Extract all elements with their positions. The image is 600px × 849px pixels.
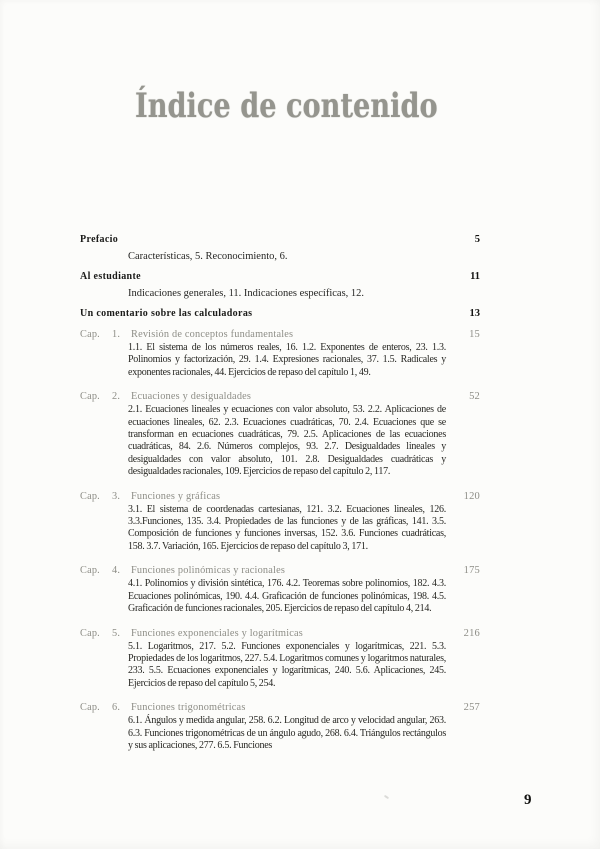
- toc-chapter-entry: [80, 489, 480, 554]
- toc-chapter-entry: [80, 626, 480, 691]
- toc-front-matter-entry: [80, 233, 480, 263]
- front-matter-heading-row: [80, 307, 480, 320]
- scan-speck: [384, 795, 389, 800]
- chapter-list: [80, 327, 480, 752]
- toc-chapter-entry: [80, 700, 480, 752]
- chapter-label: Cap.: [80, 627, 100, 639]
- page-number: 9: [524, 792, 532, 808]
- chapter-title: Funciones y gráficas: [131, 490, 221, 502]
- table-of-contents: [80, 233, 480, 762]
- toc-front-matter-entry: [80, 270, 480, 300]
- chapter-heading-row: [80, 563, 480, 578]
- chapter-number: 3.: [112, 490, 121, 502]
- chapter-heading-row: [80, 327, 480, 342]
- page-title: Índice de contenido: [135, 86, 438, 126]
- toc-chapter-entry: [80, 563, 480, 615]
- front-matter-page-number: 11: [470, 271, 480, 282]
- chapter-number: 2.: [112, 391, 121, 403]
- front-matter-page-number: 13: [469, 308, 480, 319]
- front-matter-heading-row: [80, 270, 480, 283]
- chapter-heading-row: [80, 389, 480, 404]
- toc-chapter-entry: [80, 389, 480, 478]
- chapter-number: 4.: [112, 565, 121, 577]
- chapter-heading-row: [80, 489, 480, 504]
- front-matter-title: Al estudiante: [80, 271, 141, 282]
- chapter-page-number: 52: [469, 391, 480, 403]
- chapter-number: 6.: [112, 702, 121, 714]
- chapter-number: 5.: [112, 627, 121, 639]
- front-matter-page-number: 5: [474, 234, 480, 245]
- chapter-label: Cap.: [80, 490, 100, 502]
- toc-chapter-entry: [80, 327, 480, 379]
- toc-front-matter-entry: [80, 307, 480, 320]
- chapter-title: Funciones trigonométricas: [131, 702, 246, 714]
- chapter-description: 2.1. Ecuaciones lineales y ecuaciones con valor absoluto, 53. 2.2. Aplicaciones de ecuaciones lineales, 62. 2.3. Ecuaciones cuadráticas, 70. 2.4. Ecuaciones que se transforman en ecuaciones cuadráticas, 79. 2.5. Aplicaciones de las ecuaciones cuadráticas, 84. 2.6. Números complejos, 93. 2.7. Desigualdades lineales y desigualdades con valor absoluto, 101. 2.8. Desigualdades cuadráticas y desigualdades racionales, 109. Ejercicios de repaso del capítulo 2, 117.: [128, 404, 446, 478]
- chapter-page-number: 15: [469, 329, 480, 340]
- chapter-page-number: 120: [463, 490, 480, 502]
- chapter-page-number: 216: [463, 627, 480, 639]
- front-matter-title: Prefacio: [80, 234, 119, 245]
- chapter-title: Ecuaciones y desigualdades: [131, 391, 252, 403]
- chapter-page-number: 175: [463, 565, 480, 577]
- chapter-label: Cap.: [80, 391, 100, 403]
- front-matter-list: [80, 233, 480, 320]
- chapter-description: 5.1. Logaritmos, 217. 5.2. Funciones exponenciales y logarítmicas, 221. 5.3. Propiedades de los logaritmos, 227. 5.4. Logaritmos comunes y logaritmos naturales, 233. 5.5. Ecuaciones exponenciales y logarítmicas, 240. 5.6. Aplicaciones, 245. Ejercicios de repaso del capítulo 5, 254.: [128, 640, 446, 689]
- chapter-label: Cap.: [80, 565, 100, 577]
- chapter-description: 1.1. El sistema de los números reales, 16. 1.2. Exponentes de enteros, 23. 1.3. Polinomios y factorización, 29. 1.4. Expresiones racionales, 37. 1.5. Radicales y exponentes racionales, 44. Ejercicios de repaso del capítulo 1, 49.: [128, 342, 446, 378]
- chapter-description: 4.1. Polinomios y división sintética, 176. 4.2. Teoremas sobre polinomios, 182. 4.3. Ecuaciones polinómicas, 190. 4.4. Graficación de funciones polinómicas, 198. 4.5. Graficación de funciones racionales, 205. Ejercicios de repaso del capítulo 4, 214.: [128, 578, 446, 615]
- chapter-title: Revisión de conceptos fundamentales: [131, 329, 294, 340]
- chapter-page-number: 257: [463, 702, 480, 714]
- front-matter-description: Características, 5. Reconocimiento, 6.: [128, 251, 288, 262]
- front-matter-heading-row: [80, 233, 480, 246]
- chapter-number: 1.: [112, 329, 121, 340]
- front-matter-description: Indicaciones generales, 11. Indicaciones específicas, 12.: [128, 288, 365, 299]
- chapter-heading-row: [80, 700, 480, 715]
- chapter-label: Cap.: [80, 329, 100, 340]
- chapter-description: 6.1. Ángulos y medida angular, 258. 6.2. Longitud de arco y velocidad angular, 263. 6.3. Funciones trigonométricas de un ángulo agudo, 268. 6.4. Triángulos rectángulos y sus aplicaciones, 277. 6.5. Funciones: [128, 715, 446, 751]
- front-matter-title: Un comentario sobre las calculadoras: [80, 308, 253, 319]
- chapter-label: Cap.: [80, 702, 100, 714]
- chapter-title: Funciones exponenciales y logarítmicas: [131, 627, 304, 639]
- chapter-title: Funciones polinómicas y racionales: [131, 565, 286, 577]
- chapter-description: 3.1. El sistema de coordenadas cartesianas, 121. 3.2. Ecuaciones lineales, 126. 3.3.Funciones, 135. 3.4. Propiedades de las funciones y de las gráficas, 141. 3.5. Composición de funciones y funciones inversas, 152. 3.6. Funciones cuadráticas, 158. 3.7. Variación, 165. Ejercicios de repaso del capítulo 3, 171.: [128, 503, 446, 552]
- chapter-heading-row: [80, 626, 480, 641]
